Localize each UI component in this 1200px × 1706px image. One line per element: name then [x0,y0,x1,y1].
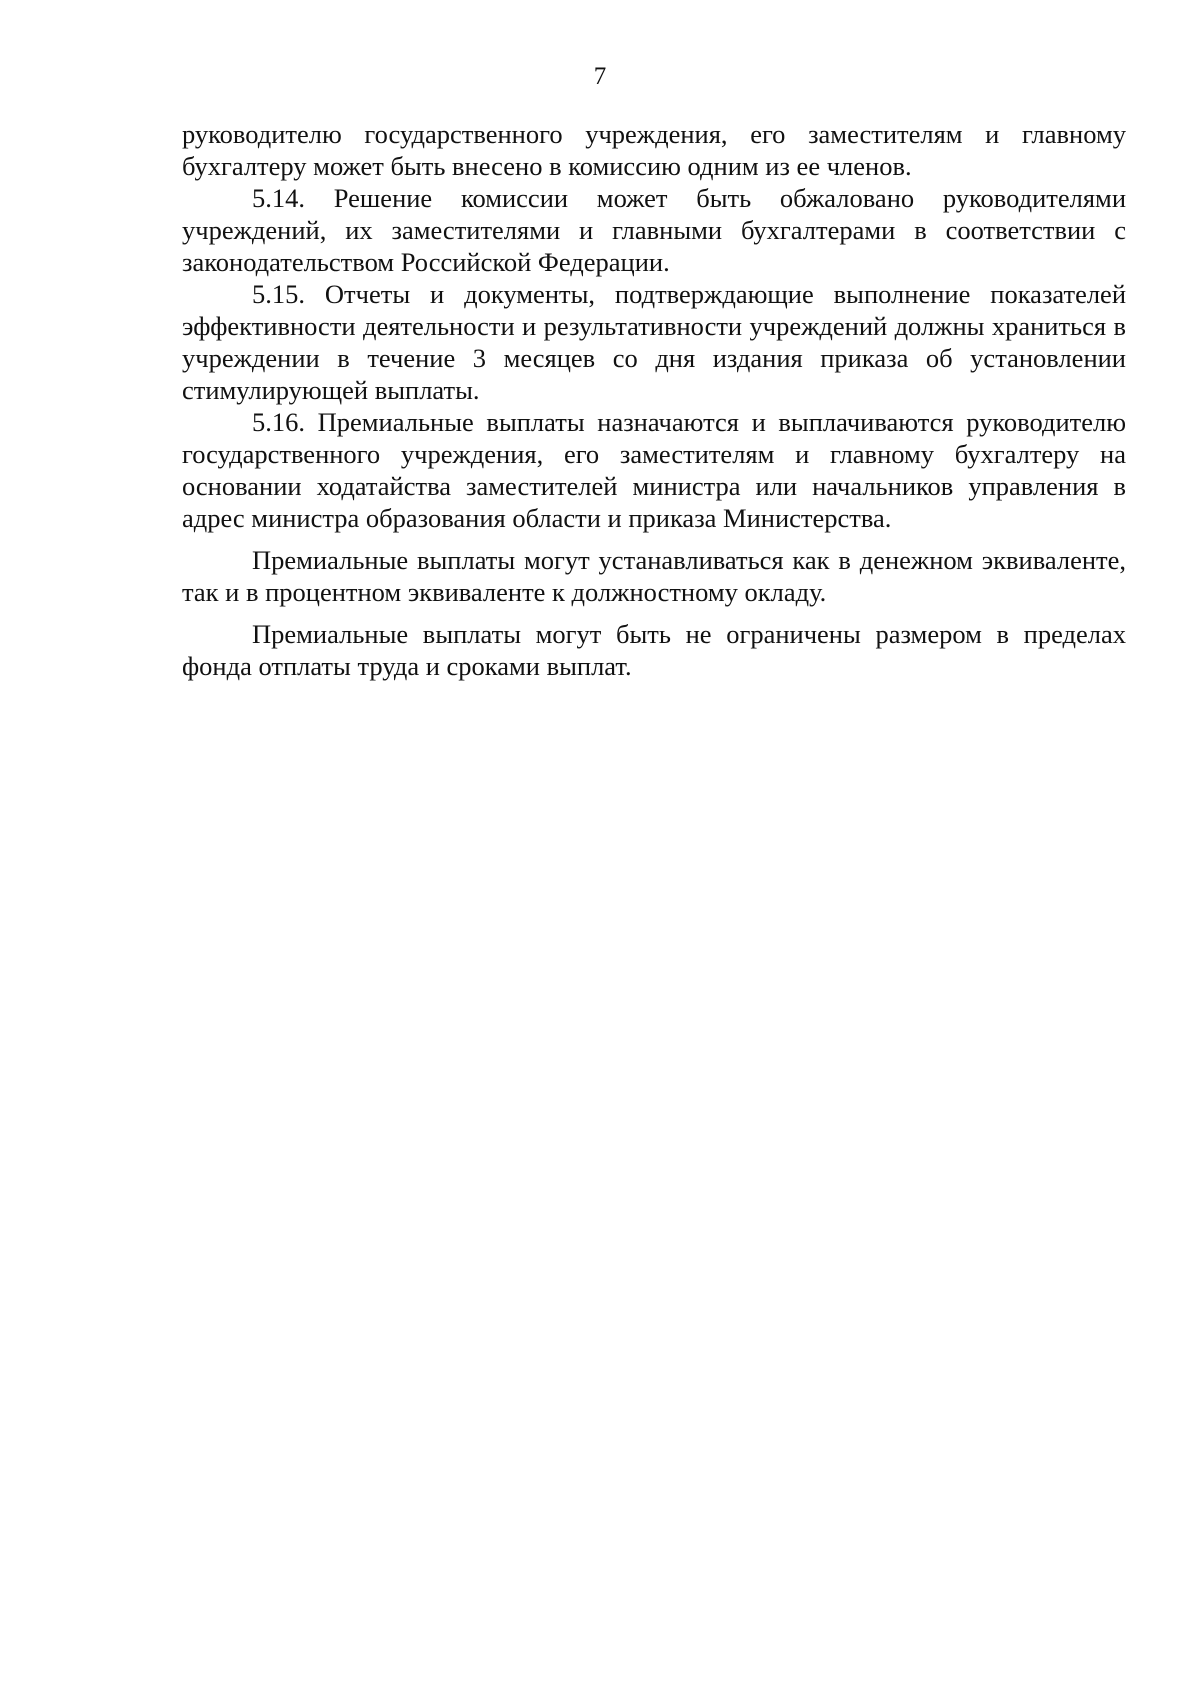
paragraph-5-16: 5.16. Премиальные выплаты назначаются и выплачиваются руководителю государственного учреждения, его заместителям и главному бухгалтеру на основании ходатайства заместителей министра или начальников управления в адрес министра образования области и приказа Министерства. [182,407,1126,533]
page-number: 7 [593,63,607,90]
document-body [182,118,1126,682]
paragraph-5-14: 5.14. Решение комиссии может быть обжаловано руководителями учреждений, их заместителями и главными бухгалтерами в соответствии с законодательством Российской Федерации. [182,183,1126,277]
paragraph-continuation: руководителю государственного учреждения, его заместителям и главному бухгалтеру может быть внесено в комиссию одним из ее членов. [182,119,1126,181]
paragraph-5-15: 5.15. Отчеты и документы, подтверждающие выполнение показателей эффективности деятельности и результативности учреждений должны храниться в учреждении в течение 3 месяцев со дня издания приказа об установлении стимулирующей выплаты. [182,279,1126,405]
paragraph-premium-unlimited: Премиальные выплаты могут быть не ограничены размером в пределах фонда отплаты труда и сроками выплат. [182,619,1126,681]
paragraph-premium-equivalent: Премиальные выплаты могут устанавливаться как в денежном эквиваленте, так и в процентном эквиваленте к должностному окладу. [182,545,1126,607]
